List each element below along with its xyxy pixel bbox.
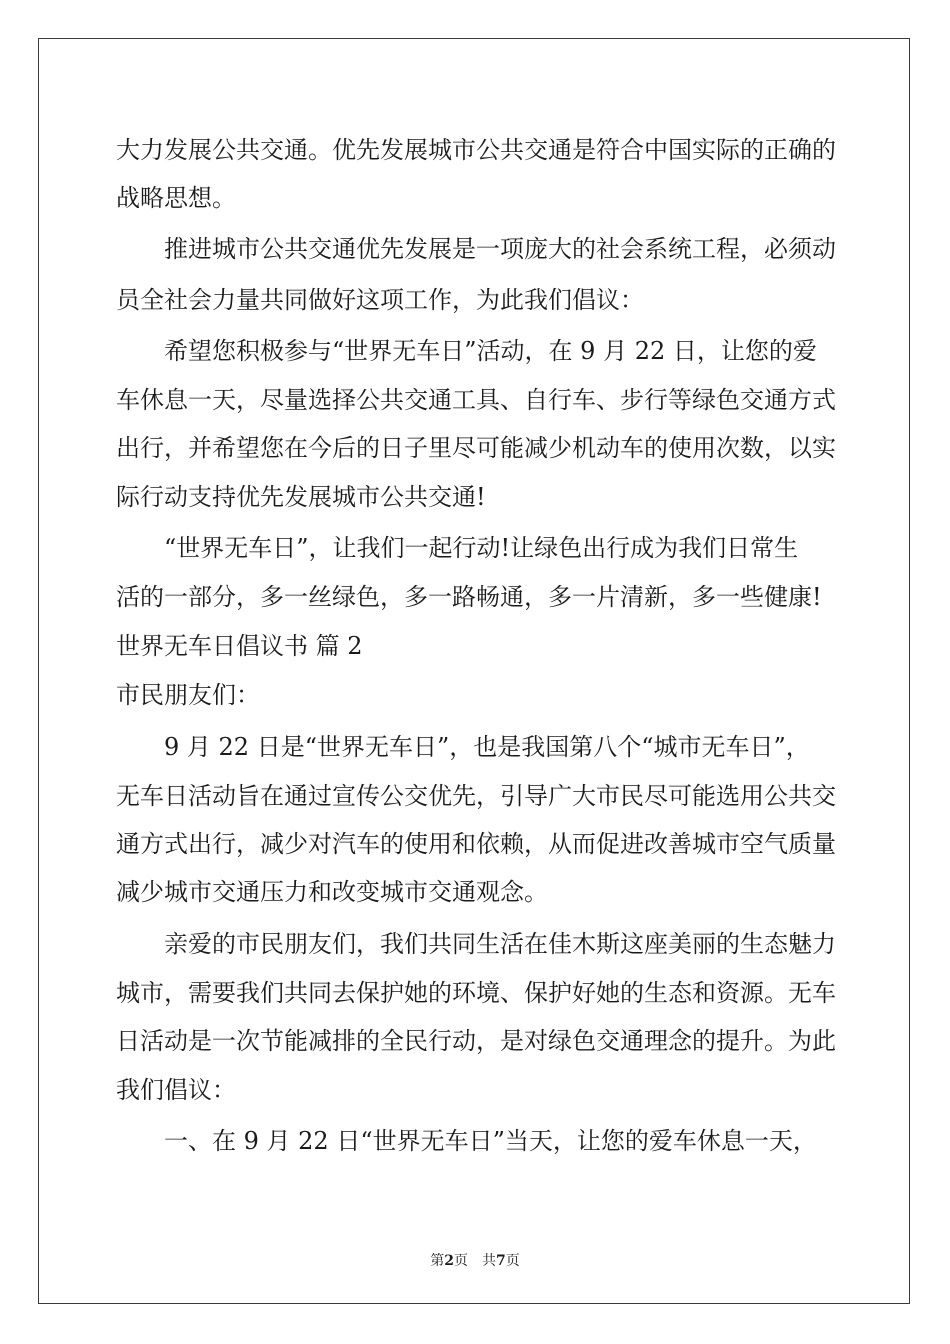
page-footer [0,1250,950,1270]
text-line: 员全社会力量共同做好这项工作，为此我们倡议： [116,286,644,314]
total-page-number: 7 [496,1253,506,1269]
page-border [38,38,910,1304]
text-line: 出行，并希望您在今后的日子里尽可能减少机动车的使用次数，以实 [116,434,836,462]
text-line: 减少城市交通压力和改变城市交通观念。 [116,878,548,906]
text-line: 战略思想。 [116,184,236,212]
text-line: 通方式出行，减少对汽车的使用和依赖，从而促进改善城市空气质量 [116,830,836,858]
text-line: 城市，需要我们共同去保护她的环境、保护好她的生态和资源。无车 [116,979,836,1007]
footer-prefix: 第 [430,1253,445,1269]
paragraph-line: 一、在 9 月 22 日“世界无车日”当天，让您的爱车休息一天， [164,1127,817,1155]
paragraph-line: 亲爱的市民朋友们，我们共同生活在佳木斯这座美丽的生态魅力 [164,930,836,958]
text-line: 活的一部分，多一丝绿色，多一路畅通，多一片清新，多一些健康! [116,583,822,611]
section-heading: 世界无车日倡议书 篇 2 [116,632,363,660]
text-line: 我们倡议： [116,1076,236,1104]
paragraph-line: 推进城市公共交通优先发展是一项庞大的社会系统工程，必须动 [164,235,836,263]
paragraph-line: 9 月 22 日是“世界无车日”，也是我国第八个“城市无车日”， [164,733,810,761]
text-line: 日活动是一次节能减排的全民行动，是对绿色交通理念的提升。为此 [116,1027,836,1055]
text-line: 无车日活动旨在通过宣传公交优先，引导广大市民尽可能选用公共交 [116,782,836,810]
current-page-number: 2 [444,1253,454,1269]
footer-middle: 页 共 [454,1253,496,1269]
footer-suffix: 页 [505,1253,520,1269]
paragraph-line: “世界无车日”，让我们一起行动!让绿色出行成为我们日常生 [164,534,799,562]
text-line: 际行动支持优先发展城市公共交通! [116,483,486,511]
salutation: 市民朋友们： [116,681,260,709]
text-line: 车休息一天，尽量选择公共交通工具、自行车、步行等绿色交通方式 [116,386,836,414]
text-line: 大力发展公共交通。优先发展城市公共交通是符合中国实际的正确的 [116,136,836,164]
paragraph-line: 希望您积极参与“世界无车日”活动，在 9 月 22 日，让您的爱 [164,337,817,365]
